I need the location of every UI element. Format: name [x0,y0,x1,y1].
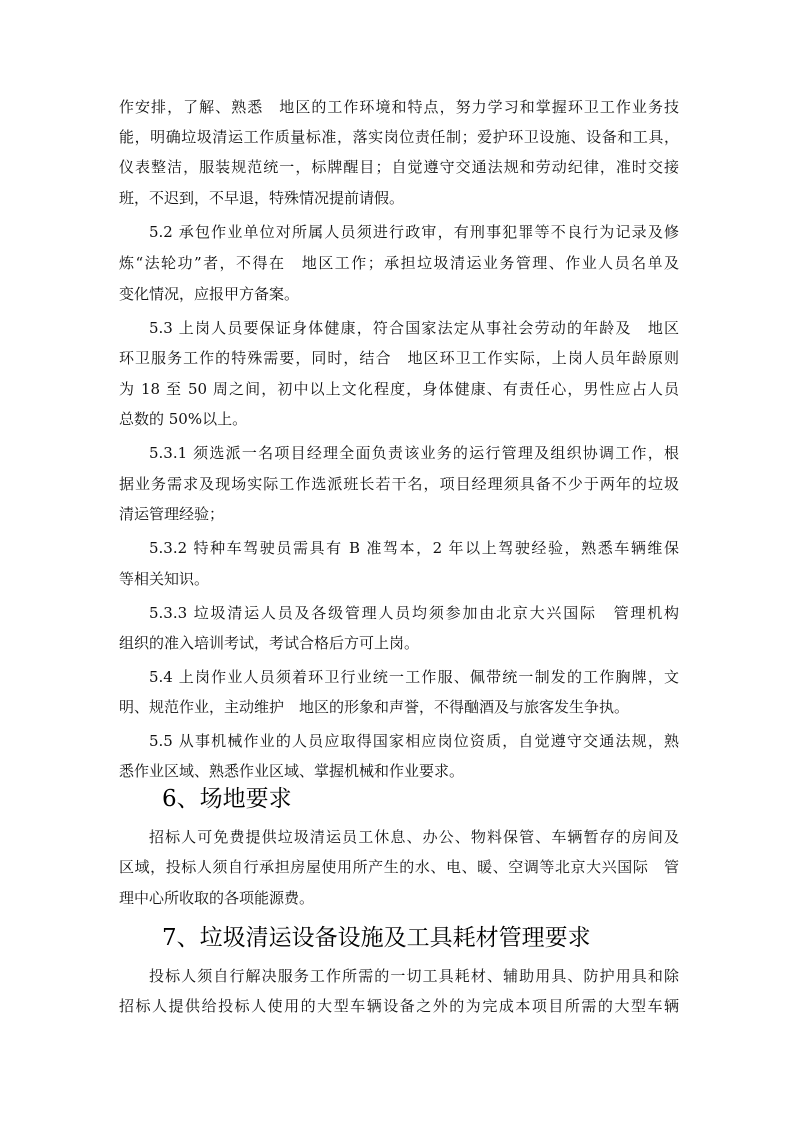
section-heading-7: 7、垃圾清运设备设施及工具耗材管理要求 [162,925,591,951]
paragraph-line: 为 18 至 50 周之间，初中以上文化程度，身体健康、有责任心，男性应占人员 [119,380,679,398]
paragraph-line: 明、规范作业，主动维护 地区的形象和声誉，不得酗酒及与旅客发生争执。 [119,698,630,716]
paragraph-line: 能，明确垃圾清运工作质量标准，落实岗位责任制；爱护环卫设施、设备和工具， [119,128,679,146]
section-heading-6: 6、场地要求 [162,786,292,812]
paragraph-line: 5.5 从事机械作业的人员应取得国家相应岗位资质，自觉遵守交通法规，熟 [149,732,679,750]
paragraph-line: 环卫服务工作的特殊需要，同时，结合 地区环卫工作实际，上岗人员年龄原则 [119,349,679,367]
paragraph-line: 区域，投标人须自行承担房屋使用所产生的水、电、暖、空调等北京大兴国际 管 [119,858,679,876]
paragraph-line: 理中心所收取的各项能源费。 [119,889,315,907]
paragraph-line: 组织的准入培训考试，考试合格后方可上岗。 [119,634,420,652]
paragraph-line: 招标人可免费提供垃圾清运员工休息、办公、物料保管、车辆暂存的房间及 [149,828,679,846]
paragraph-line: 等相关知识。 [119,570,210,588]
paragraph-line: 班，不迟到，不早退，特殊情况提前请假。 [119,189,405,207]
paragraph-line: 作安排，了解、熟悉 地区的工作环境和特点，努力学习和掌握环卫工作业务技 [119,98,679,116]
paragraph-line: 5.3 上岗人员要保证身体健康，符合国家法定从事社会劳动的年龄及 地区 [149,319,679,337]
paragraph-line: 仪表整洁，服装规范统一，标牌醒目；自觉遵守交通法规和劳动纪律，准时交接 [119,158,679,176]
paragraph-line: 5.3.3 垃圾清运人员及各级管理人员均须参加由北京大兴国际 管理机构 [149,604,679,622]
paragraph-line: 炼“法轮功”者，不得在 地区工作；承担垃圾清运业务管理、作业人员名单及 [119,254,679,272]
paragraph-line: 清运管理经验； [119,505,225,523]
paragraph-line: 投标人须自行解决服务工作所需的一切工具耗材、辅助用具、防护用具和除 [149,967,679,985]
paragraph-line: 5.2 承包作业单位对所属人员须进行政审，有刑事犯罪等不良行为记录及修 [149,223,679,241]
paragraph-line: 变化情况，应报甲方备案。 [119,285,300,303]
paragraph-line: 招标人提供给投标人使用的大型车辆设备之外的为完成本项目所需的大型车辆 [119,997,679,1015]
paragraph-line: 5.3.1 须选派一名项目经理全面负责该业务的运行管理及组织协调工作，根 [149,444,679,462]
paragraph-line: 5.4 上岗作业人员须着环卫行业统一工作服、佩带统一制发的工作胸牌，文 [149,668,679,686]
paragraph-line: 5.3.2 特种车驾驶员需具有 B 准驾本，2 年以上驾驶经验，熟悉车辆维保 [149,539,679,557]
paragraph-line: 悉作业区域、熟悉作业区域、掌握机械和作业要求。 [119,762,465,780]
paragraph-line: 总数的 50%以上。 [119,410,248,428]
paragraph-line: 据业务需求及现场实际工作选派班长若干名，项目经理须具备不少于两年的垃圾 [119,475,679,493]
